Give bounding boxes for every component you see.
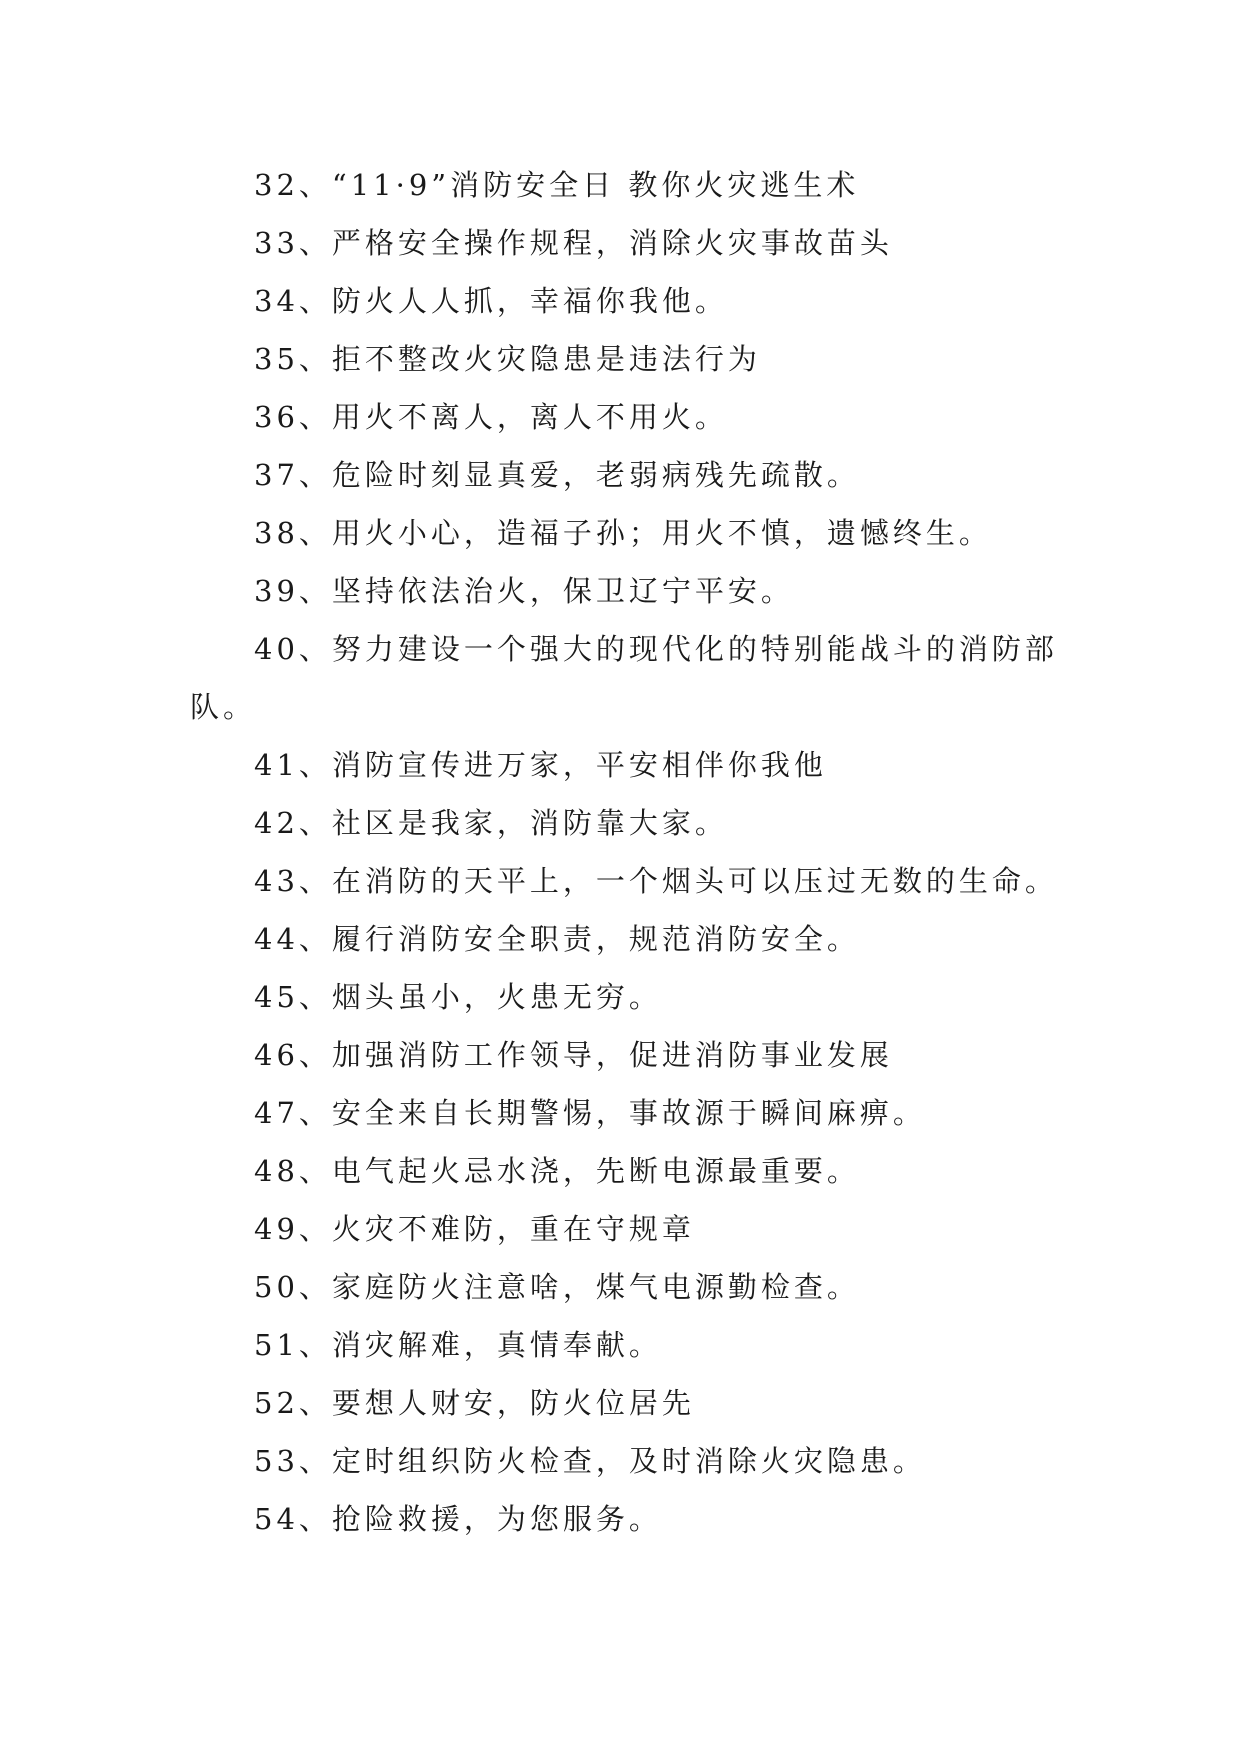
slogan-line: 38、用火小心，造福子孙；用火不慎，遗憾终生。 <box>254 516 992 550</box>
slogan-line: 34、防火人人抓，幸福你我他。 <box>254 284 728 318</box>
slogan-line: 32、“11·9”消防安全日 教你火灾逃生术 <box>254 168 860 202</box>
slogan-line: 33、严格安全操作规程，消除火灾事故苗头 <box>254 226 893 260</box>
slogan-line: 47、安全来自长期警惕，事故源于瞬间麻痹。 <box>254 1096 926 1130</box>
slogan-line: 46、加强消防工作领导，促进消防事业发展 <box>254 1038 893 1072</box>
slogan-line: 48、电气起火忌水浇，先断电源最重要。 <box>254 1154 860 1188</box>
slogan-line: 36、用火不离人，离人不用火。 <box>254 400 728 434</box>
slogan-list <box>190 156 1070 1548</box>
slogan-line: 53、定时组织防火检查，及时消除火灾隐患。 <box>254 1444 926 1478</box>
slogan-line: 50、家庭防火注意啥，煤气电源勤检查。 <box>254 1270 860 1304</box>
slogan-line: 51、消灾解难，真情奉献。 <box>254 1328 662 1362</box>
slogan-line: 37、危险时刻显真爱，老弱病残先疏散。 <box>254 458 860 492</box>
slogan-line: 43、在消防的天平上，一个烟头可以压过无数的生命。 <box>254 864 1058 898</box>
slogan-line: 42、社区是我家，消防靠大家。 <box>254 806 728 840</box>
slogan-line: 40、努力建设一个强大的现代化的特别能战斗的消防部 <box>254 632 1058 666</box>
slogan-line: 49、火灾不难防，重在守规章 <box>254 1212 695 1246</box>
slogan-line: 39、坚持依法治火，保卫辽宁平安。 <box>254 574 794 608</box>
slogan-line-continuation: 队。 <box>190 690 257 724</box>
slogan-line: 35、拒不整改火灾隐患是违法行为 <box>254 342 761 376</box>
slogan-line: 52、要想人财安，防火位居先 <box>254 1386 695 1420</box>
slogan-line: 44、履行消防安全职责，规范消防安全。 <box>254 922 860 956</box>
slogan-line: 54、抢险救援，为您服务。 <box>254 1502 662 1536</box>
slogan-line: 41、消防宣传进万家，平安相伴你我他 <box>254 748 827 782</box>
slogan-line: 45、烟头虽小，火患无穷。 <box>254 980 662 1014</box>
